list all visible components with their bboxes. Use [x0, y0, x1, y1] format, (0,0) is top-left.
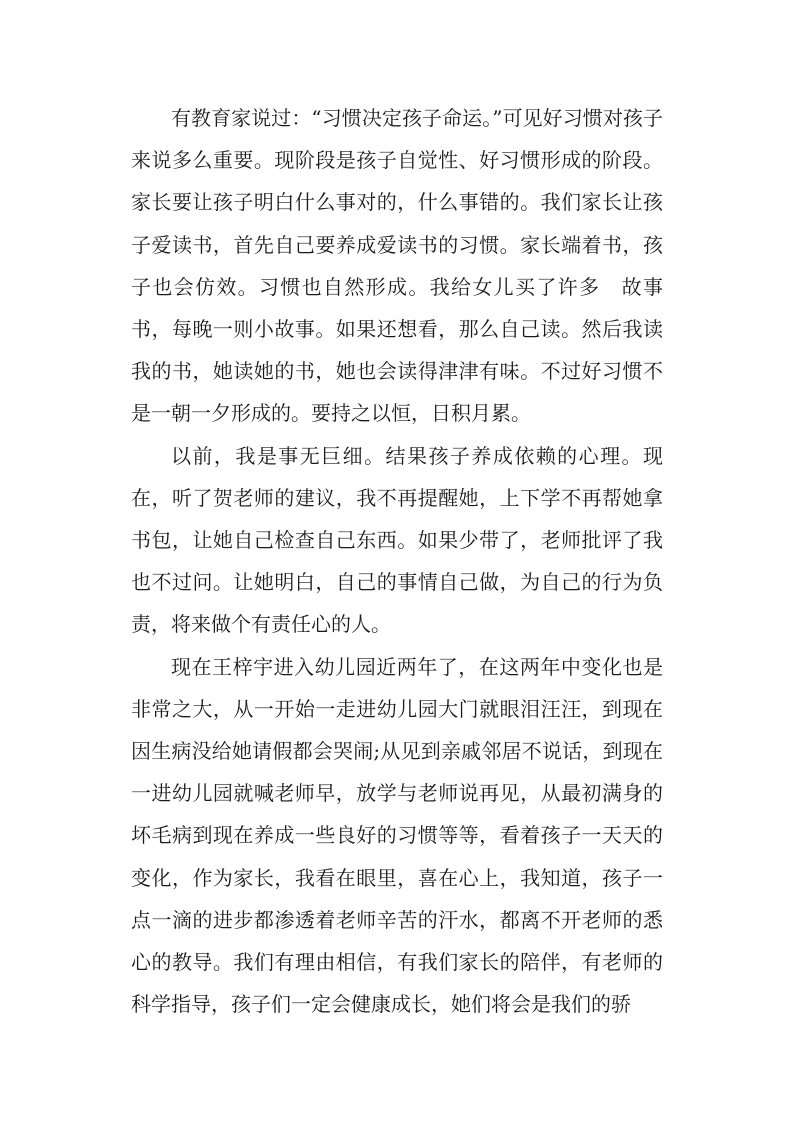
paragraph-kindergarten: 现在王梓宇进入幼儿园近两年了，在这两年中变化也是非常之大，从一开始一走进幼儿园大门就眼泪汪汪，到现在因生病没给她请假都会哭闹;从见到亲戚邻居不说话，到现在一进幼儿园就喊老师早，放学与老师说再见，从最初满身的坏毛病到现在养成一些良好的习惯等等，看着孩子一天天的变化，作为家长，我看在眼里，喜在心上，我知道，孩子一点一滴的进步都渗透着老师辛苦的汗水，都离不开老师的悉心的教导。我们有理由相信，有我们家长的陪伴，有老师的科学指导，孩子们一定会健康成长，她们将会是我们的骄	[131, 654, 663, 1017]
paragraph-habits: 有教育家说过：“习惯决定孩子命运。”可见好习惯对孩子来说多么重要。现阶段是孩子自觉性、好习惯形成的阶段。家长要让孩子明白什么事对的，什么事错的。我们家长让孩子爱读书，首先自己要养成爱读书的习惯。家长端着书，孩子也会仿效。习惯也自然形成。我给女儿买了许多 故事书，每晚一则小故事。如果还想看，那么自己读。然后我读我的书，她读她的书，她也会读得津津有味。不过好习惯不是一朝一夕形成的。要持之以恒，日积月累。	[131, 106, 663, 426]
document-body	[131, 97, 663, 1025]
paragraph-independence: 以前，我是事无巨细。结果孩子养成依赖的心理。现在，听了贺老师的建议，我不再提醒她，上下学不再帮她拿书包，让她自己检查自己东西。如果少带了，老师批评了我也不过问。让她明白，自己的事情自己做，为自己的行为负责，将来做个有责任心的人。	[131, 443, 663, 637]
